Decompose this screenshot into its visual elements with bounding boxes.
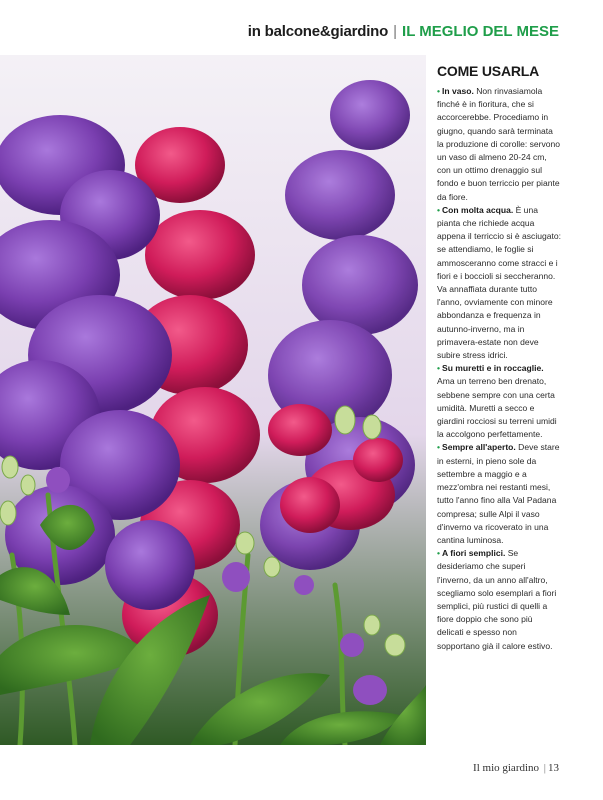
paragraph-text: Se desideriamo che superi l'inverno, da un anno all'altro, scegliamo solo esemplari a fiori semplici, più rustici di quelli a fiore doppio che sono più delicati e spesso non sopportano già il calore estivo.	[437, 548, 557, 651]
paragraph-acqua	[437, 204, 561, 362]
paragraph-text: Ama un terreno ben drenato, sebbene sempre con una certa umidità. Muretti a secco e giardini rocciosi su terreni umidi la accolgono perfettamente.	[437, 376, 557, 440]
paragraph-aperto	[437, 441, 561, 547]
flower-photo	[0, 55, 426, 745]
bullet: •	[437, 442, 440, 453]
page-number: 13	[548, 762, 559, 774]
paragraph-lead: In vaso.	[442, 86, 474, 96]
care-column	[437, 63, 561, 653]
folio-magazine: Il mio giardino	[473, 762, 540, 774]
paragraph-text: Non rinvasiamola finché è in fioritura, che si accorcerebbe. Procediamo in giugno, quando sarà terminata la produzione di corolle: servono un vaso di almeno 20-24 cm, con un ottimo drenaggio sul fondo e buon terriccio per piante da fiore.	[437, 86, 561, 202]
paragraph-fiori-semplici	[437, 547, 561, 653]
bullet: •	[437, 363, 440, 374]
paragraph-lead: Sempre all'aperto.	[442, 442, 516, 453]
column-title: COME USARLA	[437, 63, 540, 79]
paragraph-muretti	[437, 362, 561, 441]
paragraph-in-vaso	[437, 85, 561, 204]
section-name: IL MEGLIO DEL MESE	[402, 22, 559, 40]
bullet: •	[437, 548, 440, 559]
paragraph-text: Deve stare in esterni, in pieno sole da settembre a maggio e a mezz'ombra nei restanti mesi, tutto l'anno fino alla Val Padana compresa; sulle Alpi il vaso d'inverno va ricoverato in una cantina luminosa.	[437, 442, 560, 545]
folio-separator: |	[543, 762, 546, 774]
header-separator: |	[393, 22, 398, 40]
running-header	[248, 20, 559, 42]
paragraph-lead: Su muretti e in roccaglie.	[442, 363, 544, 374]
paragraph-lead: A fiori semplici.	[442, 548, 506, 559]
paragraph-lead: Con molta acqua.	[442, 204, 514, 215]
bullet: •	[437, 204, 440, 215]
paragraph-text: È una pianta che richiede acqua appena il terriccio si è asciugato: se attendiamo, le foglie si ammosceranno come stracci e i fiori e i boccioli si seccheranno. Va annaffiata durante tutto l'anno, ovviamente con minore abbondanza e frequenza in autunno-inverno, ma in primavera-estate non deve subire stress idrici.	[437, 204, 561, 361]
page-folio	[473, 762, 559, 774]
bullet: •	[437, 86, 440, 96]
magazine-name: in balcone&giardino	[247, 22, 389, 40]
